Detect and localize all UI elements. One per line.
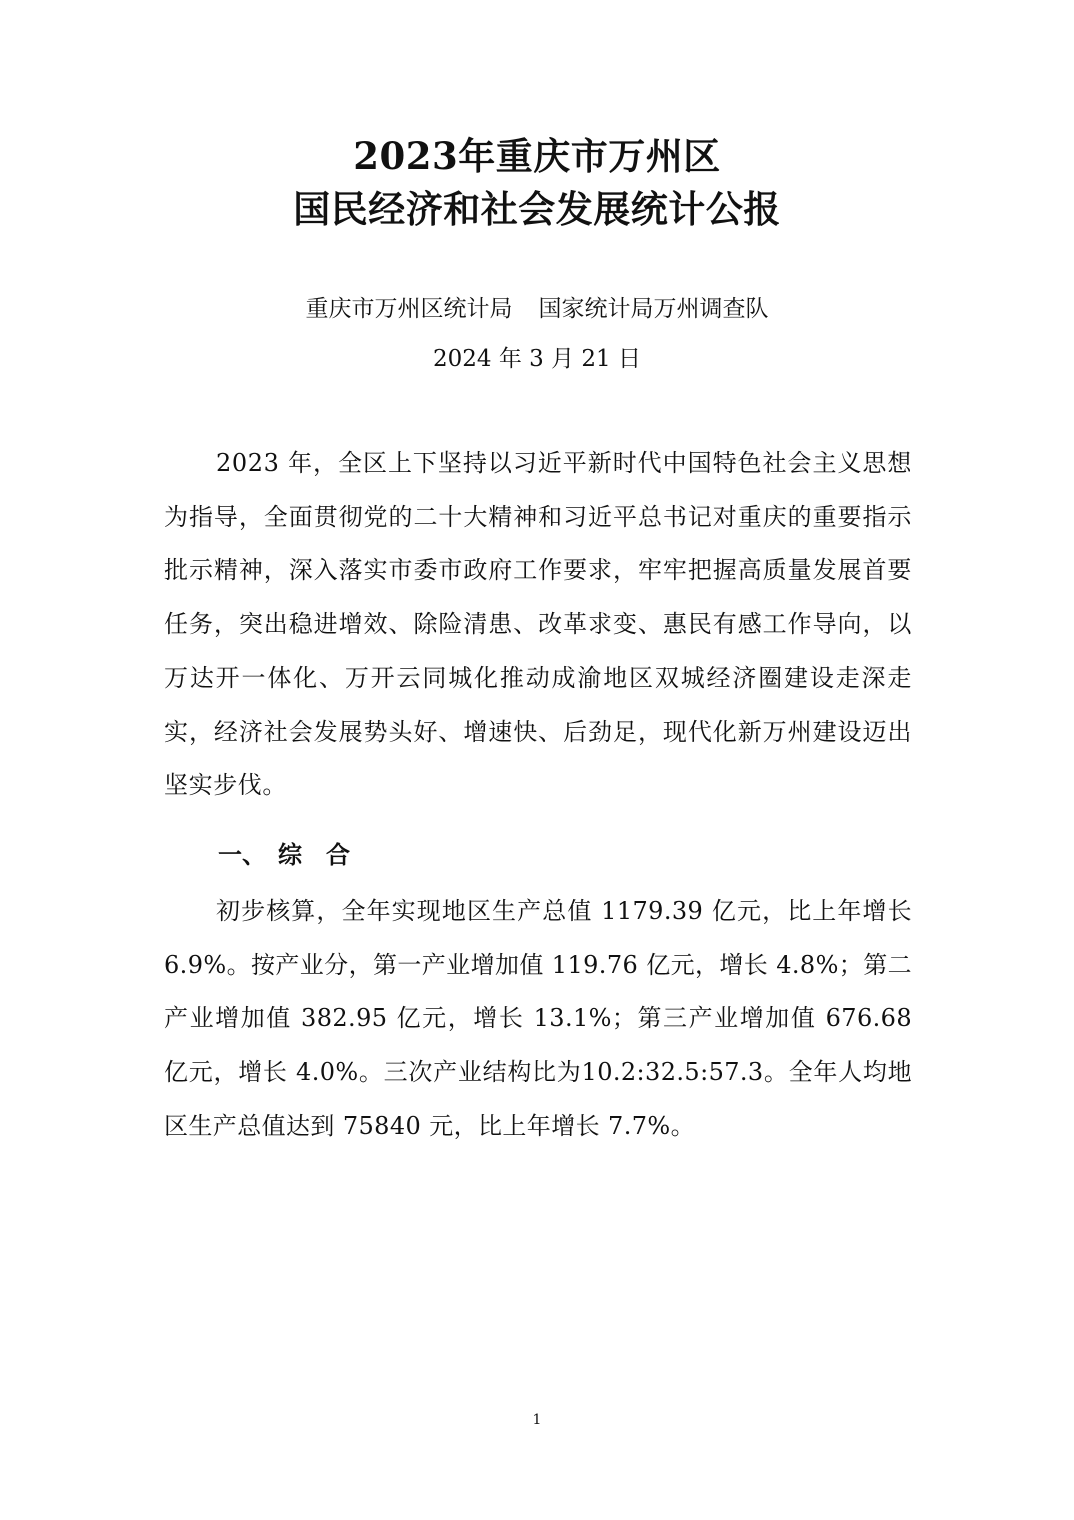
section-paragraph-gdp: 初步核算，全年实现地区生产总值 1179.39 亿元，比上年增长 6.9%。按产业分，第一产业增加值 119.76 亿元，增长 4.8%；第二产业增加值 382.95 亿元，增长 13.1%；第三产业增加值 676.68 亿元，增长 4.0%。三次产业结构比为10.2:32.5:57.3。全年人均地区生产总值达到 75840 元，比上年增长 7.7%。 [164, 897, 913, 1140]
section-title: 综合 [278, 841, 374, 869]
page-number: 1 [532, 1412, 542, 1428]
author-survey-team: 国家统计局万州调查队 [538, 296, 769, 322]
intro-paragraph: 2023 年，全区上下坚持以习近平新时代中国特色社会主义思想为指导，全面贯彻党的二十大精神和习近平总书记对重庆的重要指示批示精神，深入落实市委市政府工作要求，牢牢把握高质量发展首要任务，突出稳进增效、除险清患、改革求变、惠民有感工作导向，以万达开一体化、万开云同城化推动成渝地区双城经济圈建设走深走实，经济社会发展势头好、增速快、后劲足，现代化新万州建设迈出坚实步伐。 [164, 449, 912, 800]
document-authors [0, 298, 1074, 321]
section-number: 一、 [218, 841, 266, 869]
document-title-line1: 2023年重庆市万州区 [353, 134, 721, 178]
section-heading-comprehensive [218, 843, 374, 867]
document-date: 2024 年 3 月 21 日 [433, 346, 641, 372]
author-district-bureau: 重庆市万州区统计局 [305, 296, 513, 322]
document-title-line2: 国民经济和社会发展统计公报 [293, 187, 781, 231]
